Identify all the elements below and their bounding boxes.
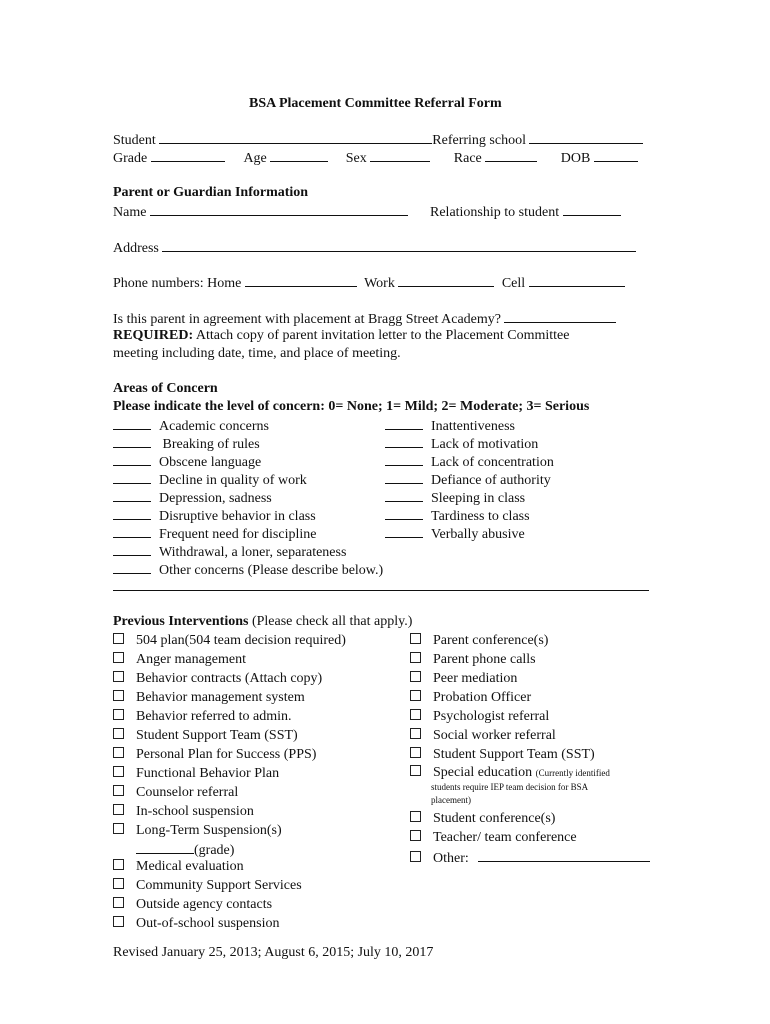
intervention-item (113, 708, 292, 725)
concern-item (113, 506, 316, 525)
intervention-item (410, 670, 517, 687)
intervention-checkbox[interactable] (410, 728, 421, 739)
phone-line (113, 273, 625, 292)
student-field[interactable] (159, 130, 432, 144)
parent-name-label: Name (113, 205, 147, 220)
required-text: Attach copy of parent invitation letter to the Placement Committee (195, 328, 570, 343)
intervention-label: Personal Plan for Success (PPS) (136, 747, 317, 762)
relationship-line (430, 202, 621, 221)
intervention-checkbox[interactable] (410, 811, 421, 822)
concern-label: Defiance of authority (431, 473, 551, 488)
concern-label: Breaking of rules (159, 437, 260, 452)
intervention-label: Parent conference(s) (433, 633, 549, 648)
interventions-heading-line (113, 613, 412, 630)
concern-level-field[interactable] (113, 560, 151, 574)
intervention-item (113, 858, 244, 875)
concern-label: Withdrawal, a loner, separateness (159, 545, 347, 560)
other-item (410, 848, 650, 867)
special-ed-label: Special education (433, 765, 533, 780)
revised-date: Revised January 25, 2013; August 6, 2015; July 10, 2017 (113, 945, 434, 960)
grade-label: Grade (113, 151, 148, 166)
concern-item (113, 470, 307, 489)
concern-level-field[interactable] (113, 542, 151, 556)
agreement-field[interactable] (504, 309, 616, 323)
intervention-checkbox[interactable] (113, 897, 124, 908)
phone-home-field[interactable] (245, 273, 357, 287)
intervention-checkbox[interactable] (113, 671, 124, 682)
address-label: Address (113, 241, 159, 256)
special-ed-checkbox[interactable] (410, 765, 421, 776)
relationship-label: Relationship to student (430, 205, 560, 220)
intervention-item (113, 670, 322, 687)
intervention-label: Functional Behavior Plan (136, 766, 280, 781)
intervention-item (113, 727, 298, 744)
intervention-item (113, 689, 305, 706)
intervention-checkbox[interactable] (113, 804, 124, 815)
concern-level-field[interactable] (113, 524, 151, 538)
intervention-checkbox[interactable] (410, 671, 421, 682)
interventions-heading: Previous Interventions (113, 614, 249, 629)
concern-level-field[interactable] (113, 488, 151, 502)
intervention-checkbox[interactable] (113, 728, 124, 739)
intervention-item (410, 651, 536, 668)
intervention-item (410, 708, 549, 725)
other-checkbox[interactable] (410, 851, 421, 862)
concern-item (385, 524, 525, 543)
required-line (113, 327, 569, 344)
referring-school-field[interactable] (529, 130, 643, 144)
concern-item (113, 524, 316, 543)
intervention-checkbox[interactable] (410, 690, 421, 701)
age-label: Age (243, 151, 267, 166)
special-ed-note-2: students require IEP team decision for BSA (431, 782, 589, 792)
phone-cell-label: Cell (501, 276, 526, 291)
agreement-line (113, 309, 616, 328)
concern-item (113, 434, 260, 453)
grade-sub-label: (grade) (194, 843, 235, 858)
intervention-checkbox[interactable] (113, 709, 124, 720)
intervention-checkbox[interactable] (113, 652, 124, 663)
concern-label: Depression, sadness (159, 491, 272, 506)
concern-level-field[interactable] (385, 524, 423, 538)
grade-field[interactable] (151, 148, 225, 162)
concern-label: Sleeping in class (431, 491, 526, 506)
intervention-item (113, 896, 272, 913)
intervention-label: Student Support Team (SST) (136, 728, 298, 743)
parent-name-line (113, 202, 408, 221)
phone-home-label: Phone numbers: Home (113, 276, 242, 291)
intervention-label: Social worker referral (433, 728, 556, 743)
intervention-label: Student Support Team (SST) (433, 747, 595, 762)
interventions-heading-note: (Please check all that apply.) (251, 614, 413, 629)
intervention-checkbox[interactable] (113, 916, 124, 927)
concern-label: Academic concerns (159, 419, 269, 434)
other-field[interactable] (478, 848, 650, 862)
intervention-item (113, 651, 246, 668)
agreement-question: Is this parent in agreement with placement at Bragg Street Academy? (113, 312, 501, 327)
phone-work-field[interactable] (398, 273, 494, 287)
dob-label: DOB (560, 151, 591, 166)
phone-cell-field[interactable] (529, 273, 625, 287)
concern-item (385, 416, 515, 435)
intervention-item (410, 810, 555, 827)
required-text-continued: meeting including date, time, and place of meeting. (113, 346, 401, 361)
sex-field[interactable] (370, 148, 430, 162)
intervention-label: Behavior contracts (Attach copy) (136, 671, 323, 686)
intervention-checkbox[interactable] (410, 652, 421, 663)
dob-field[interactable] (594, 148, 638, 162)
intervention-item (113, 877, 302, 894)
intervention-checkbox[interactable] (113, 859, 124, 870)
intervention-checkbox[interactable] (113, 690, 124, 701)
concern-item (385, 506, 530, 525)
intervention-item (410, 632, 548, 649)
concern-item (385, 488, 525, 507)
intervention-item (410, 746, 595, 763)
intervention-item (113, 915, 280, 932)
relationship-field[interactable] (563, 202, 621, 216)
referring-school-label: Referring school (432, 133, 526, 148)
parent-heading: Parent or Guardian Information (113, 185, 309, 200)
intervention-checkbox[interactable] (113, 878, 124, 889)
grade-subline (136, 840, 234, 859)
intervention-checkbox[interactable] (113, 766, 124, 777)
concern-label: Tardiness to class (431, 509, 530, 524)
intervention-item (410, 727, 556, 744)
intervention-item (410, 689, 531, 706)
concern-level-field[interactable] (113, 416, 151, 430)
parent-name-field[interactable] (150, 202, 408, 216)
concern-level-field[interactable] (385, 452, 423, 466)
concern-level-field[interactable] (385, 416, 423, 430)
concern-level-field[interactable] (385, 488, 423, 502)
intervention-label: In-school suspension (136, 804, 254, 819)
concern-level-field[interactable] (113, 470, 151, 484)
intervention-label: Long-Term Suspension(s) (136, 823, 282, 838)
intervention-checkbox[interactable] (113, 823, 124, 834)
concern-label: Decline in quality of work (159, 473, 307, 488)
intervention-checkbox[interactable] (410, 633, 421, 644)
intervention-label: Peer mediation (433, 671, 518, 686)
address-field[interactable] (162, 238, 636, 252)
intervention-item (113, 632, 346, 649)
race-label: Race (453, 151, 482, 166)
concern-label: Lack of motivation (431, 437, 539, 452)
intervention-checkbox[interactable] (113, 747, 124, 758)
intervention-label: Medical evaluation (136, 859, 244, 874)
intervention-label: Counselor referral (136, 785, 239, 800)
suspension-grade-field[interactable] (136, 840, 194, 854)
intervention-item (410, 829, 577, 846)
grade-line (113, 148, 638, 167)
intervention-label: Probation Officer (433, 690, 532, 705)
intervention-checkbox[interactable] (410, 747, 421, 758)
intervention-checkbox[interactable] (113, 633, 124, 644)
concern-level-field[interactable] (385, 470, 423, 484)
concern-label: Other concerns (Please describe below.) (159, 563, 384, 578)
concern-label: Disruptive behavior in class (159, 509, 316, 524)
intervention-item (113, 746, 316, 763)
sex-label: Sex (345, 151, 367, 166)
intervention-label: Psychologist referral (433, 709, 550, 724)
concern-level-field[interactable] (385, 506, 423, 520)
concern-item (113, 452, 261, 471)
concern-item (113, 416, 269, 435)
intervention-label: Teacher/ team conference (433, 830, 577, 845)
form-title: BSA Placement Committee Referral Form (249, 96, 502, 111)
special-ed-item (410, 764, 610, 781)
intervention-item (113, 822, 282, 839)
student-label: Student (113, 133, 156, 148)
required-label: REQUIRED: (113, 328, 194, 343)
concern-label: Frequent need for discipline (159, 527, 317, 542)
concern-item (385, 434, 538, 453)
intervention-label: Outside agency contacts (136, 897, 273, 912)
intervention-label: Student conference(s) (433, 811, 556, 826)
concern-label: Inattentiveness (431, 419, 515, 434)
intervention-label: Community Support Services (136, 878, 302, 893)
intervention-checkbox[interactable] (410, 830, 421, 841)
intervention-item (113, 803, 254, 820)
concern-level-field[interactable] (113, 506, 151, 520)
age-field[interactable] (270, 148, 328, 162)
special-ed-note-3: placement) (431, 795, 471, 805)
concern-level-field[interactable] (113, 434, 151, 448)
intervention-checkbox[interactable] (410, 709, 421, 720)
concern-label: Lack of concentration (431, 455, 554, 470)
concern-level-field[interactable] (113, 452, 151, 466)
concerns-instruction: Please indicate the level of concern: 0= None; 1= Mild; 2= Moderate; 3= Serious (113, 399, 590, 414)
intervention-label: 504 plan(504 team decision required) (136, 633, 346, 648)
concern-item (113, 560, 383, 579)
concern-label: Verbally abusive (431, 527, 525, 542)
intervention-label: Parent phone calls (433, 652, 536, 667)
concern-label: Obscene language (159, 455, 262, 470)
intervention-label: Behavior management system (136, 690, 305, 705)
intervention-label: Anger management (136, 652, 247, 667)
concern-item (385, 470, 551, 489)
special-ed-note: (Currently identified (535, 768, 610, 778)
phone-work-label: Work (364, 276, 395, 291)
intervention-item (113, 765, 279, 782)
intervention-label: Out-of-school suspension (136, 916, 280, 931)
race-field[interactable] (485, 148, 537, 162)
intervention-checkbox[interactable] (113, 785, 124, 796)
concern-item (385, 452, 554, 471)
other-concerns-line[interactable] (113, 590, 649, 591)
intervention-label: Behavior referred to admin. (136, 709, 292, 724)
concern-level-field[interactable] (385, 434, 423, 448)
student-line (113, 130, 643, 149)
other-label: Other: (433, 851, 469, 866)
address-line (113, 238, 636, 257)
concerns-heading: Areas of Concern (113, 381, 218, 396)
concern-item (113, 488, 272, 507)
concern-item (113, 542, 346, 561)
intervention-item (113, 784, 238, 801)
